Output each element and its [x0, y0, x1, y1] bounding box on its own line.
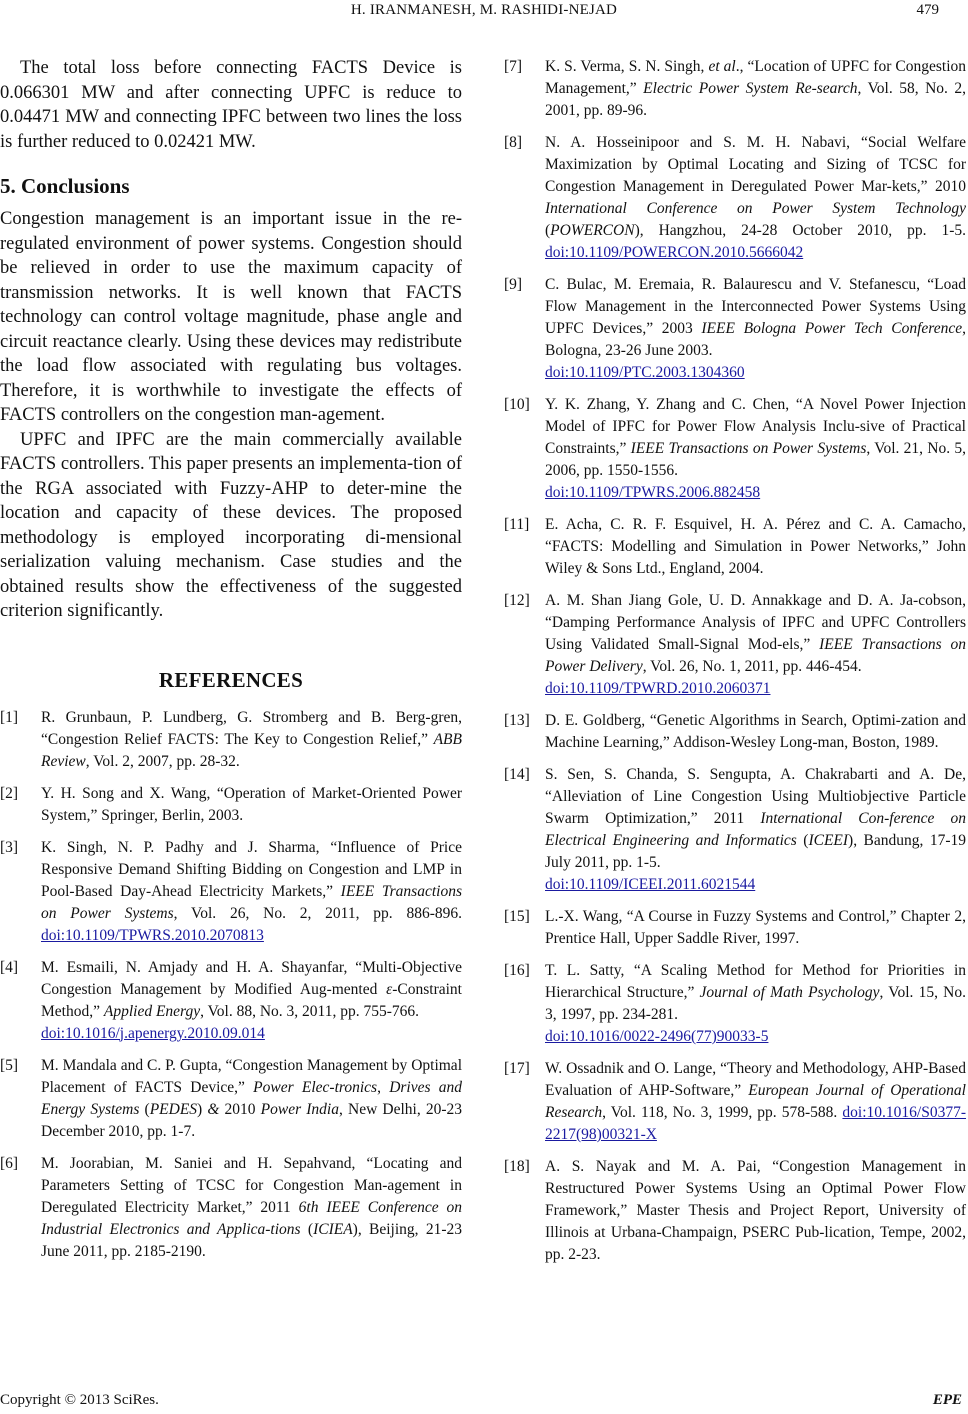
- reference-number: [11]: [504, 516, 530, 533]
- references-heading: REFERENCES: [158, 667, 304, 692]
- reference-text: M. Mandala and C. P. Gupta, “Congestion Management by Optimal Placement of FACTS Device,” Power Elec-tronics, Drives and Energy Systems (PEDES) & 2010 Power India, New Delhi, 20-23 December 2010, pp. 1-7.: [41, 1056, 462, 1140]
- reference-item: [504, 710, 966, 754]
- reference-text: K. S. Verma, S. N. Singh, et al., “Location of UPFC for Congestion Management,” Electric Power System Re-search, Vol. 58, No. 2, 2001, pp. 89-96.: [545, 58, 967, 119]
- doi-link[interactable]: doi:10.1109/POWERCON.2010.5666042: [545, 244, 804, 261]
- left-column: [0, 56, 462, 1273]
- reference-item: [504, 132, 966, 264]
- page-number: 479: [916, 2, 939, 18]
- reference-text: A. S. Nayak and M. A. Pai, “Congestion Management in Restructured Power Systems Using an Optimal Power Flow Framework,” Master Thesis and Project Report, University of Illinois at Urbana-Champaign, PSERC Pub-lication, Tempe, 2002, pp. 2-23.: [545, 1158, 966, 1263]
- reference-number: [13]: [504, 712, 530, 729]
- reference-number: [3]: [0, 838, 19, 856]
- doi-link[interactable]: doi:10.1109/TPWRD.2010.2060371: [545, 680, 771, 697]
- reference-number: [10]: [504, 396, 530, 413]
- reference-text: E. Acha, C. R. F. Esquivel, H. A. Pérez and C. A. Camacho, “FACTS: Modelling and Simulation in Power Networks,” John Wiley & Sons Ltd., England, 2004.: [545, 516, 966, 577]
- reference-item: [504, 394, 966, 504]
- conclusion-paragraph-2: UPFC and IPFC are the main commercially available FACTS controllers. This paper presents an implementa-tion of the RGA associated with Fuzzy-AHP to deter-mine the location and capacity of these devices. The proposed methodology is employed incorporating di-mensional serialization valuing mechanism. Case studies and the obtained results show the effectiveness of the suggested criterion significantly.: [0, 429, 462, 621]
- copyright-notice: Copyright © 2013 SciRes.: [0, 1392, 159, 1408]
- reference-text: L.-X. Wang, “A Course in Fuzzy Systems and Control,” Chapter 2, Prentice Hall, Upper Saddle River, 1997.: [545, 908, 966, 947]
- reference-number: [18]: [504, 1158, 530, 1175]
- reference-text: K. Singh, N. P. Padhy and J. Sharma, “Influence of Price Responsive Demand Shifting Bidding on Congestion and LMP in Pool-Based Day-Ahead Electricity Markets,” IEEE Transactions on Power Systems, Vol. 26, No. 2, 2011, pp. 886-896. doi:10.1109/TPWRS.2010.2070813: [41, 838, 462, 944]
- reference-item: [504, 906, 966, 950]
- doi-link[interactable]: doi:10.1109/PTC.2003.1304360: [545, 364, 745, 381]
- reference-item: [504, 56, 966, 122]
- running-header: [0, 2, 968, 24]
- reference-number: [6]: [0, 1154, 19, 1172]
- reference-text: M. Joorabian, M. Saniei and H. Sepahvand, “Locating and Parameters Setting of TCSC for Congestion Man-agement in Deregulated Electricity Market,” 2011 6th IEEE Conference on Industrial Electronics and Applica-tions (ICIEA), Beijing, 21-23 June 2011, pp. 2185-2190.: [41, 1154, 462, 1260]
- reference-number: [7]: [504, 58, 523, 75]
- reference-list-right: [504, 56, 966, 1266]
- reference-number: [2]: [0, 784, 19, 802]
- reference-list-left: [0, 707, 462, 1263]
- reference-number: [16]: [504, 962, 530, 979]
- reference-item: [0, 957, 462, 1045]
- reference-item: [0, 783, 462, 827]
- reference-number: [8]: [504, 134, 523, 151]
- reference-text: R. Grunbaun, P. Lundberg, G. Stromberg and B. Berg-gren, “Congestion Relief FACTS: The Key to Congestion Relief,” ABB Review, Vol. 2, 2007, pp. 28-32.: [41, 708, 462, 770]
- reference-item: [504, 590, 966, 700]
- reference-number: [5]: [0, 1056, 19, 1074]
- reference-item: [0, 1153, 462, 1263]
- reference-text: W. Ossadnik and O. Lange, “Theory and Methodology, AHP-Based Evaluation of AHP-Software,” European Journal of Operational Research, Vol. 118, No. 3, 1999, pp. 578-588. doi:10.1016/S0377-2217(98)00321-X: [545, 1060, 966, 1143]
- intro-paragraph: The total loss before connecting FACTS Device is 0.066301 MW and after connecting UPFC is reduce to 0.04471 MW and connecting IPFC between two lines the loss is further reduced to 0.02421 MW.: [0, 58, 462, 152]
- reference-item: [0, 1055, 462, 1143]
- reference-item: [0, 837, 462, 947]
- journal-abbreviation: EPE: [932, 1392, 962, 1408]
- reference-item: [504, 960, 966, 1048]
- reference-text: C. Bulac, M. Eremaia, R. Balaurescu and V. Stefanescu, “Load Flow Management in the Interconnected Power Systems Using UPFC Devices,” 2003 IEEE Bologna Power Tech Conference, Bologna, 23-26 June 2003. doi:10.1109/PTC.2003.1304360: [545, 276, 966, 381]
- reference-text: D. E. Goldberg, “Genetic Algorithms in Search, Optimi-zation and Machine Learning,” Addison-Wesley Long-man, Boston, 1989.: [545, 712, 966, 751]
- reference-item: [504, 274, 966, 384]
- doi-link[interactable]: doi:10.1016/j.apenergy.2010.09.014: [41, 1024, 265, 1042]
- reference-text: Y. H. Song and X. Wang, “Operation of Market-Oriented Power System,” Springer, Berlin, 2003.: [41, 784, 462, 824]
- reference-number: [1]: [0, 708, 19, 726]
- running-header-authors: H. IRANMANESH, M. RASHIDI-NEJAD: [350, 2, 618, 18]
- reference-item: [504, 1058, 966, 1146]
- doi-link[interactable]: doi:10.1016/0022-2496(77)90033-5: [545, 1028, 769, 1045]
- reference-number: [12]: [504, 592, 530, 609]
- reference-item: [0, 707, 462, 773]
- reference-text: M. Esmaili, N. Amjady and H. A. Shayanfar, “Multi-Objective Congestion Management by Modified Aug-mented ε-Constraint Method,” Applied Energy, Vol. 88, No. 3, 2011, pp. 755-766. doi:10.1016/j.apenergy.2010.09.014: [41, 958, 462, 1042]
- doi-link[interactable]: doi:10.1016/S0377-2217(98)00321-X: [545, 1104, 966, 1143]
- doi-link[interactable]: doi:10.1109/ICEEI.2011.6021544: [545, 876, 756, 893]
- reference-item: [504, 514, 966, 580]
- right-column: [504, 56, 966, 1276]
- doi-link[interactable]: doi:10.1109/TPWRS.2010.2070813: [41, 926, 264, 944]
- reference-number: [9]: [504, 276, 523, 293]
- section-heading-conclusions: 5. Conclusions: [0, 174, 130, 198]
- reference-text: T. L. Satty, “A Scaling Method for Method for Priorities in Hierarchical Structure,” Journal of Math Psychology, Vol. 15, No. 3, 1997, pp. 234-281. doi:10.1016/0022-2496(77)90033-5: [545, 962, 966, 1045]
- reference-number: [15]: [504, 908, 530, 925]
- reference-number: [4]: [0, 958, 19, 976]
- reference-number: [14]: [504, 766, 530, 783]
- reference-text: Y. K. Zhang, Y. Zhang and C. Chen, “A Novel Power Injection Model of IPFC for Power Flow Analysis Inclu-sive of Practical Constraints,” IEEE Transactions on Power Systems, Vol. 21, No. 5, 2006, pp. 1550-1556. doi:10.1109/TPWRS.2006.882458: [545, 396, 966, 501]
- conclusion-paragraph-1: Congestion management is an important issue in the re-regulated environment of power systems. Congestion should be relieved in order to use the maximum capacity of transmission networks. It is well known that FACTS technology can control voltage magnitude, phase angle and circuit reactance clearly. Using these devices may redistribute the load flow associated with regulating bus voltages. Therefore, it is worthwhile to investigate the effects of FACTS controllers on the congestion man-agement.: [0, 209, 462, 425]
- reference-number: [17]: [504, 1060, 530, 1077]
- reference-item: [504, 1156, 966, 1266]
- reference-item: [504, 764, 966, 896]
- reference-text: N. A. Hosseinipoor and S. M. H. Nabavi, “Social Welfare Maximization by Optimal Locating and Sizing of TCSC for Congestion Management in Deregulated Power Mar-kets,” 2010 International Conference on Power System Technology (POWERCON), Hangzhou, 24-28 October 2010, pp. 1-5. doi:10.1109/POWERCON.2010.5666042: [545, 134, 966, 261]
- reference-text: S. Sen, S. Chanda, S. Sengupta, A. Chakrabarti and A. De, “Alleviation of Line Congestion Using Multiobjective Particle Swarm Optimization,” 2011 International Con-ference on Electrical Engineering and Informatics (ICEEI), Bandung, 17-19 July 2011, pp. 1-5. doi:10.1109/ICEEI.2011.6021544: [545, 766, 966, 893]
- doi-link[interactable]: doi:10.1109/TPWRS.2006.882458: [545, 484, 761, 501]
- reference-text: A. M. Shan Jiang Gole, U. D. Annakkage and D. A. Ja-cobson, “Damping Performance Analysis of IPFC and UPFC Controllers Using Validated Small-Signal Mod-els,” IEEE Transactions on Power Delivery, Vol. 26, No. 1, 2011, pp. 446-454. doi:10.1109/TPWRD.2010.2060371: [545, 592, 966, 697]
